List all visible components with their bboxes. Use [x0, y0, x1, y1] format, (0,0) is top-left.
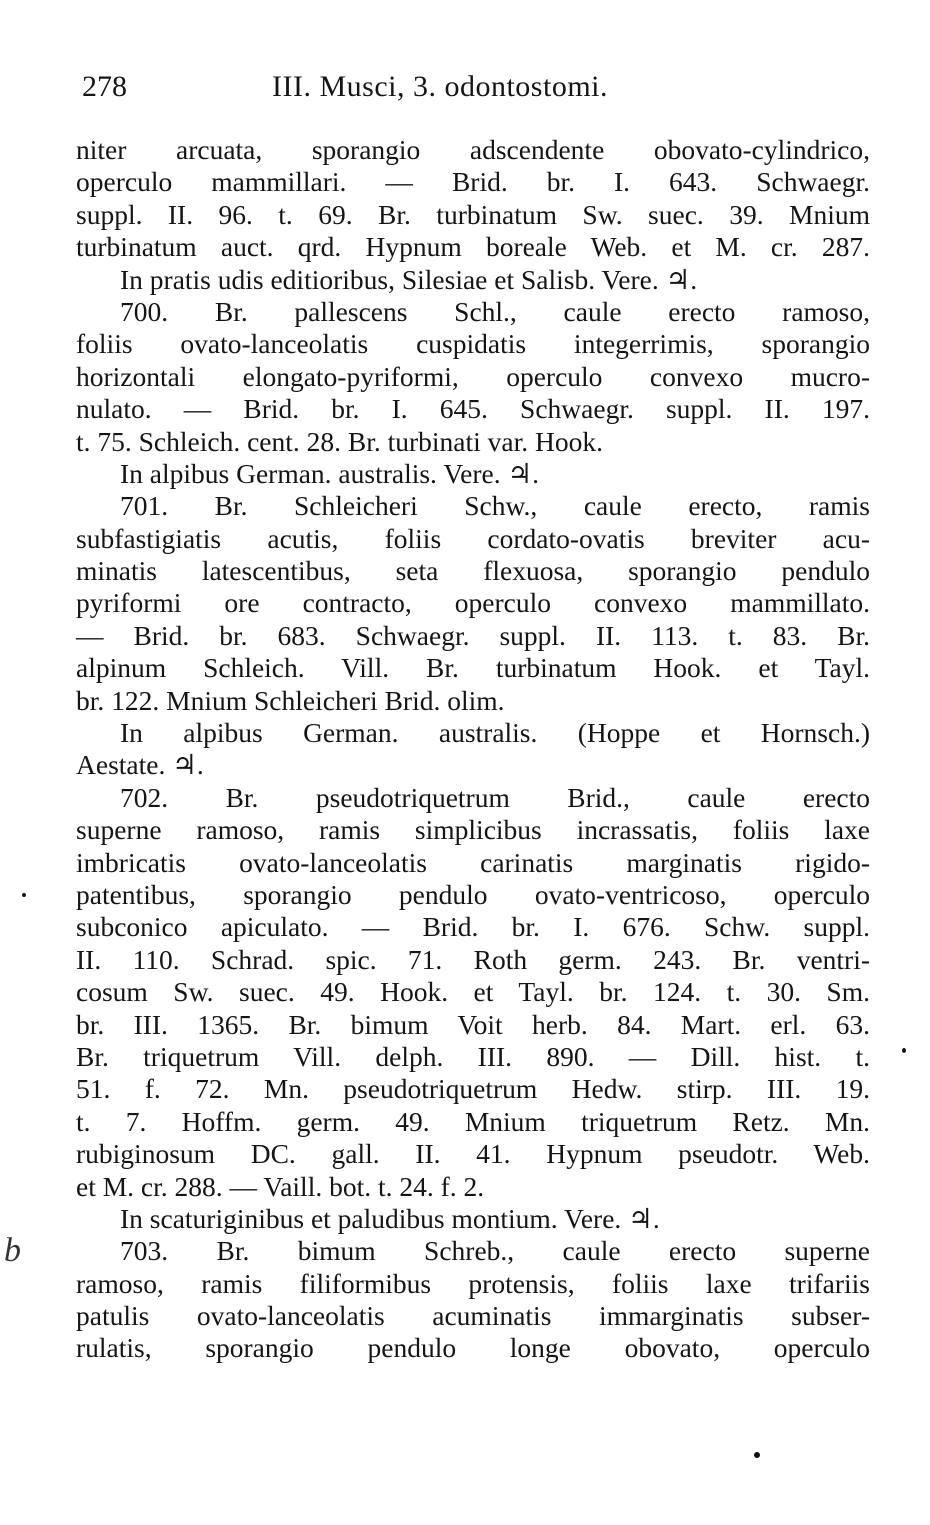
- text-line: et M. cr. 288. — Vaill. bot. t. 24. f. 2.: [76, 1170, 485, 1202]
- species-heading-700: 700. Br. pallescens Schl., caule erecto ramoso,: [120, 295, 870, 327]
- species-heading-701: 701. Br. Schleicheri Schw., caule erecto, ramis: [120, 490, 870, 522]
- text-line: turbinatum auct. qrd. Hypnum boreale Web. et M. cr. 287.: [76, 231, 870, 263]
- text-line: t. 75. Schleich. cent. 28. Br. turbinati var. Hook.: [76, 425, 603, 457]
- species-heading-703: 703. Br. bimum Schreb., caule erecto superne: [120, 1235, 870, 1267]
- text-line: cosum Sw. suec. 49. Hook. et Tayl. br. 124. t. 30. Sm.: [76, 976, 870, 1008]
- ink-speck: [754, 1452, 760, 1458]
- text-line: rubiginosum DC. gall. II. 41. Hypnum pseudotr. Web.: [76, 1138, 870, 1170]
- body-text: [76, 134, 870, 1365]
- text-line: 51. f. 72. Mn. pseudotriquetrum Hedw. stirp. III. 19.: [76, 1073, 870, 1105]
- habitat-line: In scaturiginibus et paludibus montium. Vere. ♃.: [120, 1202, 660, 1234]
- text-line: Br. triquetrum Vill. delph. III. 890. — Dill. hist. t.: [76, 1040, 870, 1072]
- text-line: suppl. II. 96. t. 69. Br. turbinatum Sw. suec. 39. Mnium: [76, 198, 870, 230]
- text-line: patentibus, sporangio pendulo ovato-ventricoso, operculo: [76, 878, 870, 910]
- text-line: minatis latescentibus, seta flexuosa, sporangio pendulo: [76, 555, 870, 587]
- text-line: foliis ovato-lanceolatis cuspidatis integerrimis, sporangio: [76, 328, 870, 360]
- page-number: 278: [82, 70, 127, 103]
- text-line: operculo mammillari. — Brid. br. I. 643. Schwaegr.: [76, 166, 870, 198]
- habitat-line: In alpibus German. australis. (Hoppe et Hornsch.): [120, 717, 870, 749]
- text-line: rulatis, sporangio pendulo longe obovato, operculo: [76, 1332, 870, 1364]
- ink-speck: [22, 893, 26, 897]
- text-line: imbricatis ovato-lanceolatis carinatis marginatis rigido-: [76, 846, 870, 878]
- species-heading-702: 702. Br. pseudotriquetrum Brid., caule erecto: [120, 781, 870, 813]
- text-line: ramoso, ramis filiformibus protensis, foliis laxe trifariis: [76, 1267, 870, 1299]
- season-line: Aestate. ♃.: [76, 749, 204, 781]
- running-head: III. Musci, 3. odontostomi.: [272, 70, 608, 103]
- text-line: alpinum Schleich. Vill. Br. turbinatum Hook. et Tayl.: [76, 652, 870, 684]
- text-line: niter arcuata, sporangio adscendente obovato-cylindrico,: [76, 134, 870, 165]
- text-line: horizontali elongato-pyriformi, operculo convexo mucro-: [76, 360, 870, 392]
- ink-speck: [902, 1048, 906, 1053]
- text-line: br. III. 1365. Br. bimum Voit herb. 84. Mart. erl. 63.: [76, 1008, 870, 1040]
- habitat-line: In alpibus German. australis. Vere. ♃.: [120, 457, 539, 489]
- text-line: subconico apiculato. — Brid. br. I. 676. Schw. suppl.: [76, 911, 870, 943]
- page-header: [82, 70, 872, 110]
- text-line: patulis ovato-lanceolatis acuminatis immarginatis subser-: [76, 1300, 870, 1332]
- text-line: nulato. — Brid. br. I. 645. Schwaegr. suppl. II. 197.: [76, 393, 870, 425]
- text-line: br. 122. Mnium Schleicheri Brid. olim.: [76, 684, 505, 716]
- text-line: II. 110. Schrad. spic. 71. Roth germ. 243. Br. ventri-: [76, 943, 870, 975]
- text-line: superne ramoso, ramis simplicibus incrassatis, foliis laxe: [76, 814, 870, 846]
- margin-annotation: b: [4, 1232, 21, 1269]
- text-line: pyriformi ore contracto, operculo convexo mammillato.: [76, 587, 870, 619]
- text-line: t. 7. Hoffm. germ. 49. Mnium triquetrum Retz. Mn.: [76, 1105, 870, 1137]
- habitat-line: In pratis udis editioribus, Silesiae et Salisb. Vere. ♃.: [120, 263, 698, 295]
- text-line: — Brid. br. 683. Schwaegr. suppl. II. 113. t. 83. Br.: [76, 619, 870, 651]
- text-line: subfastigiatis acutis, foliis cordato-ovatis breviter acu-: [76, 522, 870, 554]
